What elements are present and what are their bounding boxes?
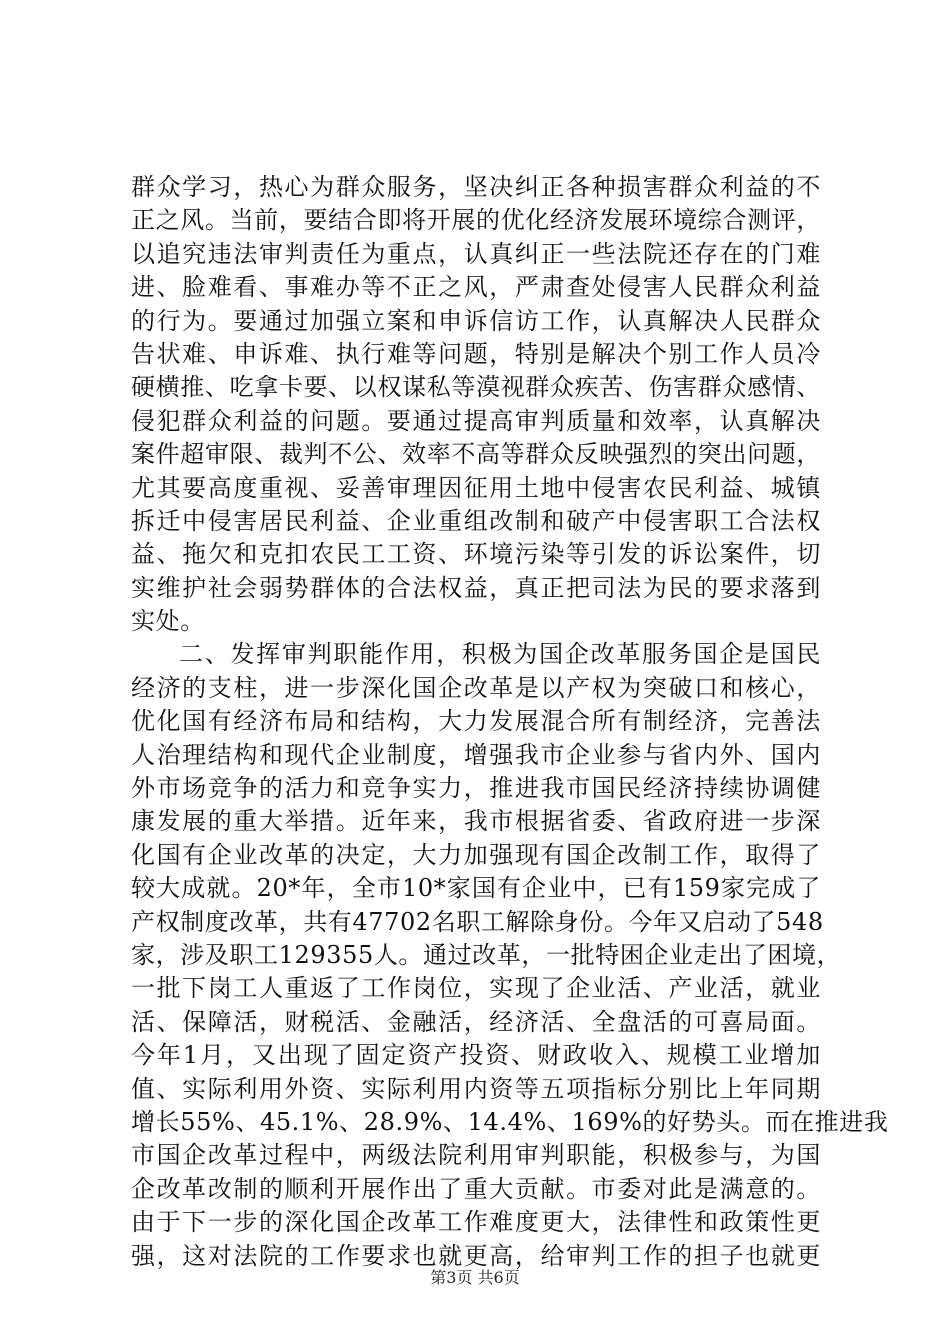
text-line: 益、拖欠和克扣农民工工资、环境污染等引发的诉讼案件，切 bbox=[131, 540, 821, 569]
text-line: 进、脸难看、事难办等不正之风，严肃查处侵害人民群众利益 bbox=[131, 273, 821, 302]
text-line: 活、保障活，财税活、金融活，经济活、全盘活的可喜局面。 bbox=[131, 1007, 821, 1036]
text-line: 市国企改革过程中，两级法院利用审判职能，积极参与，为国 bbox=[131, 1141, 821, 1170]
text-line: 以追究违法审判责任为重点，认真纠正一些法院还存在的门难 bbox=[131, 239, 821, 268]
text-line: 家，涉及职工129355人。通过改革，一批特困企业走出了困境， bbox=[131, 940, 842, 969]
text-line: 拆迁中侵害居民利益、企业重组改制和破产中侵害职工合法权 bbox=[131, 506, 821, 535]
page-number-footer: 第3页 共6页 bbox=[430, 1268, 520, 1287]
text-line: 实维护社会弱势群体的合法权益，真正把司法为民的要求落到 bbox=[131, 573, 821, 602]
text-line: 产权制度改革，共有47702名职工解除身份。今年又启动了548 bbox=[131, 907, 824, 936]
text-line: 群众学习，热心为群众服务，坚决纠正各种损害群众利益的不 bbox=[131, 173, 821, 201]
text-line: 化国有企业改革的决定，大力加强现有国企改制工作，取得了 bbox=[131, 840, 821, 869]
section-heading-line: 二、发挥审判职能作用，积极为国企改革服务国企是国民 bbox=[179, 640, 821, 669]
text-line: 硬横推、吃拿卡要、以权谋私等漠视群众疾苦、伤害群众感情、 bbox=[131, 373, 821, 402]
text-line: 告状难、申诉难、执行难等问题，特别是解决个别工作人员冷 bbox=[131, 339, 821, 368]
text-line: 康发展的重大举措。近年来，我市根据省委、省政府进一步深 bbox=[131, 807, 821, 836]
text-line: 企改革改制的顺利开展作出了重大贡献。市委对此是满意的。 bbox=[131, 1174, 821, 1203]
text-line: 由于下一步的深化国企改革工作难度更大，法律性和政策性更 bbox=[131, 1208, 821, 1237]
text-line: 强，这对法院的工作要求也就更高，给审判工作的担子也就更 bbox=[131, 1241, 821, 1270]
text-line: 优化国有经济布局和结构，大力发展混合所有制经济，完善法 bbox=[131, 707, 821, 736]
text-line: 外市场竞争的活力和竞争实力，推进我市国民经济持续协调健 bbox=[131, 774, 821, 803]
text-line: 增长55%、45.1%、28.9%、14.4%、169%的好势头。而在推进我 bbox=[131, 1107, 889, 1136]
text-line: 值、实际利用外资、实际利用内资等五项指标分别比上年同期 bbox=[131, 1074, 821, 1103]
text-line-paragraph-end: 实处。 bbox=[131, 607, 205, 636]
text-line: 今年1月，又出现了固定资产投资、财政收入、规模工业增加 bbox=[131, 1041, 821, 1070]
text-line: 尤其要高度重视、妥善审理因征用土地中侵害农民利益、城镇 bbox=[131, 473, 821, 502]
text-line: 的行为。要通过加强立案和申诉信访工作，认真解决人民群众 bbox=[131, 306, 821, 335]
text-line: 人治理结构和现代企业制度，增强我市企业参与省内外、国内 bbox=[131, 740, 821, 769]
text-line: 经济的支柱，进一步深化国企改革是以产权为突破口和核心， bbox=[131, 673, 821, 702]
document-body bbox=[131, 171, 889, 1273]
text-line: 案件超审限、裁判不公、效率不高等群众反映强烈的突出问题， bbox=[131, 440, 821, 469]
text-line: 侵犯群众利益的问题。要通过提高审判质量和效率，认真解决 bbox=[131, 406, 821, 435]
text-line: 较大成就。20*年，全市10*家国有企业中，已有159家完成了 bbox=[131, 874, 821, 903]
text-line: 一批下岗工人重返了工作岗位，实现了企业活、产业活，就业 bbox=[131, 974, 821, 1003]
text-line: 正之风。当前，要结合即将开展的优化经济发展环境综合测评， bbox=[131, 206, 821, 235]
